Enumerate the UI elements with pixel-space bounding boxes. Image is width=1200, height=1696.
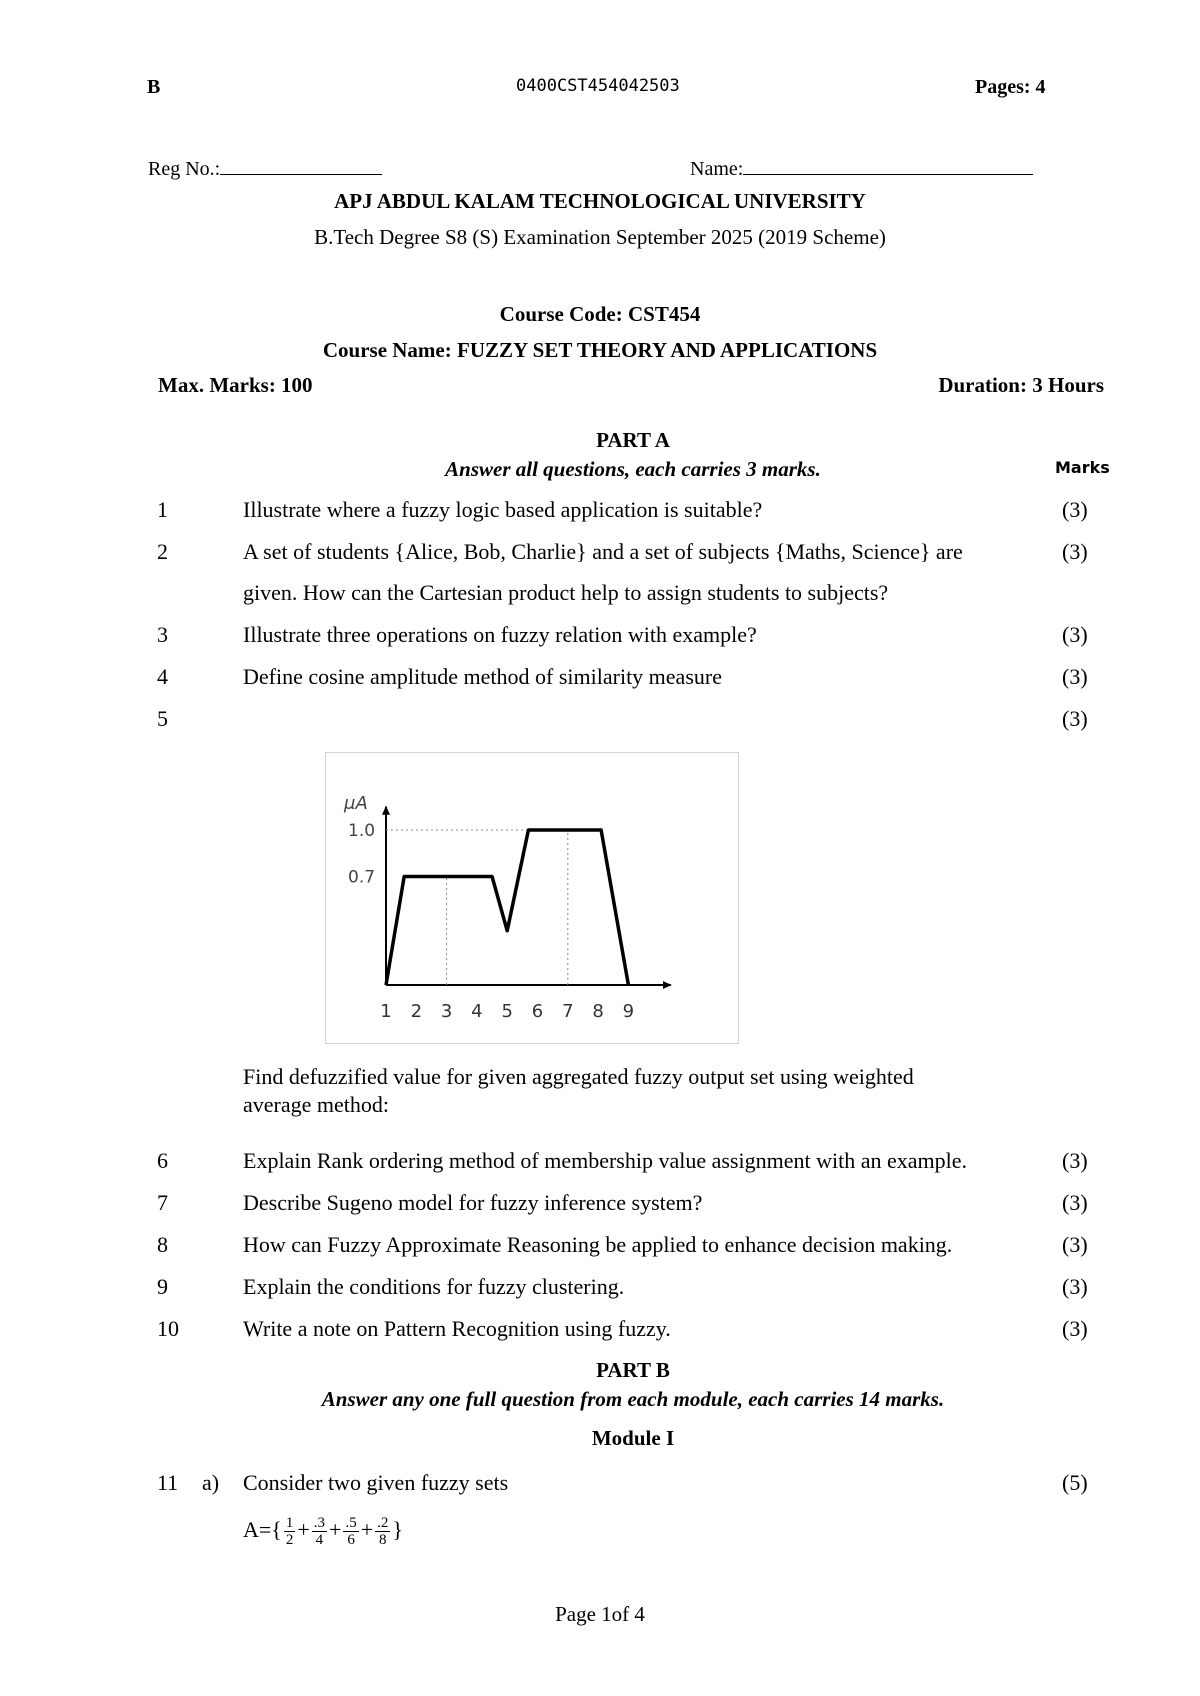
question-marks: (3) — [1062, 1274, 1088, 1299]
x-tick-label: 7 — [562, 1001, 574, 1022]
membership-chart — [325, 752, 739, 1044]
y-tick-label: 1.0 — [348, 821, 376, 841]
question-marks: (3) — [1062, 539, 1088, 564]
page-count: Pages: 4 — [975, 76, 1046, 98]
y-axis-label: μA — [344, 792, 368, 814]
question-number: 4 — [157, 664, 168, 689]
module-title: Module I — [591, 1426, 675, 1450]
reg-no-blank — [220, 154, 382, 175]
fraction: $\frac{1}{2}$ — [285, 1515, 294, 1549]
sub-question-label: a) — [202, 1470, 220, 1495]
question-number: 10 — [157, 1316, 179, 1341]
question-marks: (3) — [1062, 706, 1088, 731]
x-tick-label: 2 — [410, 1001, 423, 1022]
x-tick-label: 9 — [622, 1001, 635, 1022]
max-marks: Max. Marks: 100 — [158, 373, 313, 397]
x-tick-label: 4 — [471, 1001, 483, 1022]
question-marks: (3) — [1062, 1232, 1088, 1257]
x-tick-label: 3 — [440, 1001, 453, 1022]
fraction: $\frac{.5}{6}$ — [345, 1515, 357, 1549]
plus-sign: + — [360, 1517, 374, 1542]
duration: Duration: 3 Hours — [938, 373, 1104, 397]
question-text: Explain Rank ordering method of membership value assignment with an example. — [243, 1148, 967, 1173]
university-name: APJ ABDUL KALAM TECHNOLOGICAL UNIVERSITY — [334, 189, 866, 213]
question-text: How can Fuzzy Approximate Reasoning be applied to enhance decision making. — [243, 1232, 953, 1257]
question-text: A set of students {Alice, Bob, Charlie} and a set of subjects {Maths, Science} are — [243, 539, 963, 564]
question-marks: (3) — [1062, 622, 1088, 647]
question-text: Define cosine amplitude method of similarity measure — [243, 664, 722, 689]
question-number: 9 — [157, 1274, 168, 1299]
question-text: Explain the conditions for fuzzy clustering. — [243, 1274, 625, 1299]
question-number: 8 — [157, 1232, 168, 1257]
question-number: 1 — [157, 497, 168, 522]
question-marks: (3) — [1062, 1316, 1088, 1341]
reg-no-field — [148, 154, 382, 181]
name-blank — [743, 154, 1033, 175]
question-number: 11 — [157, 1470, 179, 1495]
y-tick-label: 0.7 — [348, 867, 376, 888]
course-code: Course Code: CST454 — [499, 302, 701, 326]
fraction: $\frac{.2}{8}$ — [377, 1515, 389, 1549]
question-text-cont: given. How can the Cartesian product help to assign students to subjects? — [243, 580, 889, 605]
question-number: 5 — [157, 706, 168, 731]
question-text: Write a note on Pattern Recognition using fuzzy. — [243, 1316, 671, 1341]
part-b-instruction: Answer any one full question from each module, each carries 14 marks. — [321, 1387, 945, 1411]
paper-code: 0400CST454042503 — [516, 76, 680, 96]
question-text: Describe Sugeno model for fuzzy inference system? — [243, 1190, 703, 1215]
question-marks: (5) — [1062, 1470, 1088, 1495]
question-text: Find defuzzified value for given aggregated fuzzy output set using weighted — [243, 1064, 914, 1089]
part-a-title: PART A — [596, 428, 670, 452]
x-tick-label: 1 — [380, 1001, 392, 1022]
marks-header: Marks — [1055, 458, 1110, 477]
question-number: 7 — [157, 1190, 168, 1215]
set-close: } — [392, 1517, 403, 1542]
name-field — [690, 154, 1033, 181]
part-a-instruction: Answer all questions, each carries 3 marks. — [445, 457, 821, 481]
question-marks: (3) — [1062, 1190, 1088, 1215]
part-b-title: PART B — [596, 1358, 670, 1382]
x-tick-label: 6 — [531, 1001, 544, 1022]
series-label: B — [147, 76, 161, 98]
course-name: Course Name: FUZZY SET THEORY AND APPLICATIONS — [322, 338, 878, 362]
page-footer: Page 1of 4 — [555, 1602, 645, 1626]
fraction: $\frac{.3}{4}$ — [313, 1515, 326, 1549]
exam-title: B.Tech Degree S8 (S) Examination September 2025 (2019 Scheme) — [314, 225, 886, 249]
question-text: Illustrate three operations on fuzzy relation with example? — [243, 622, 757, 647]
question-text: Consider two given fuzzy sets — [243, 1470, 509, 1495]
membership-series-line — [386, 830, 628, 985]
question-text: Illustrate where a fuzzy logic based application is suitable? — [243, 497, 763, 522]
x-tick-label: 8 — [592, 1001, 604, 1022]
x-tick-label: 5 — [501, 1001, 513, 1022]
membership-chart-svg — [326, 753, 738, 1043]
fuzzy-set-a — [243, 1510, 403, 1550]
question-number: 3 — [157, 622, 168, 647]
question-number: 6 — [157, 1148, 168, 1173]
question-text-cont: average method: — [243, 1092, 389, 1117]
question-marks: (3) — [1062, 497, 1088, 522]
question-marks: (3) — [1062, 664, 1088, 689]
plus-sign: + — [329, 1517, 342, 1542]
question-number: 2 — [157, 539, 168, 564]
reg-no-label: Reg No.: — [148, 158, 221, 180]
name-label: Name: — [690, 158, 744, 180]
set-open: A={ — [243, 1517, 282, 1542]
plus-sign: + — [297, 1517, 310, 1542]
question-marks: (3) — [1062, 1148, 1088, 1173]
